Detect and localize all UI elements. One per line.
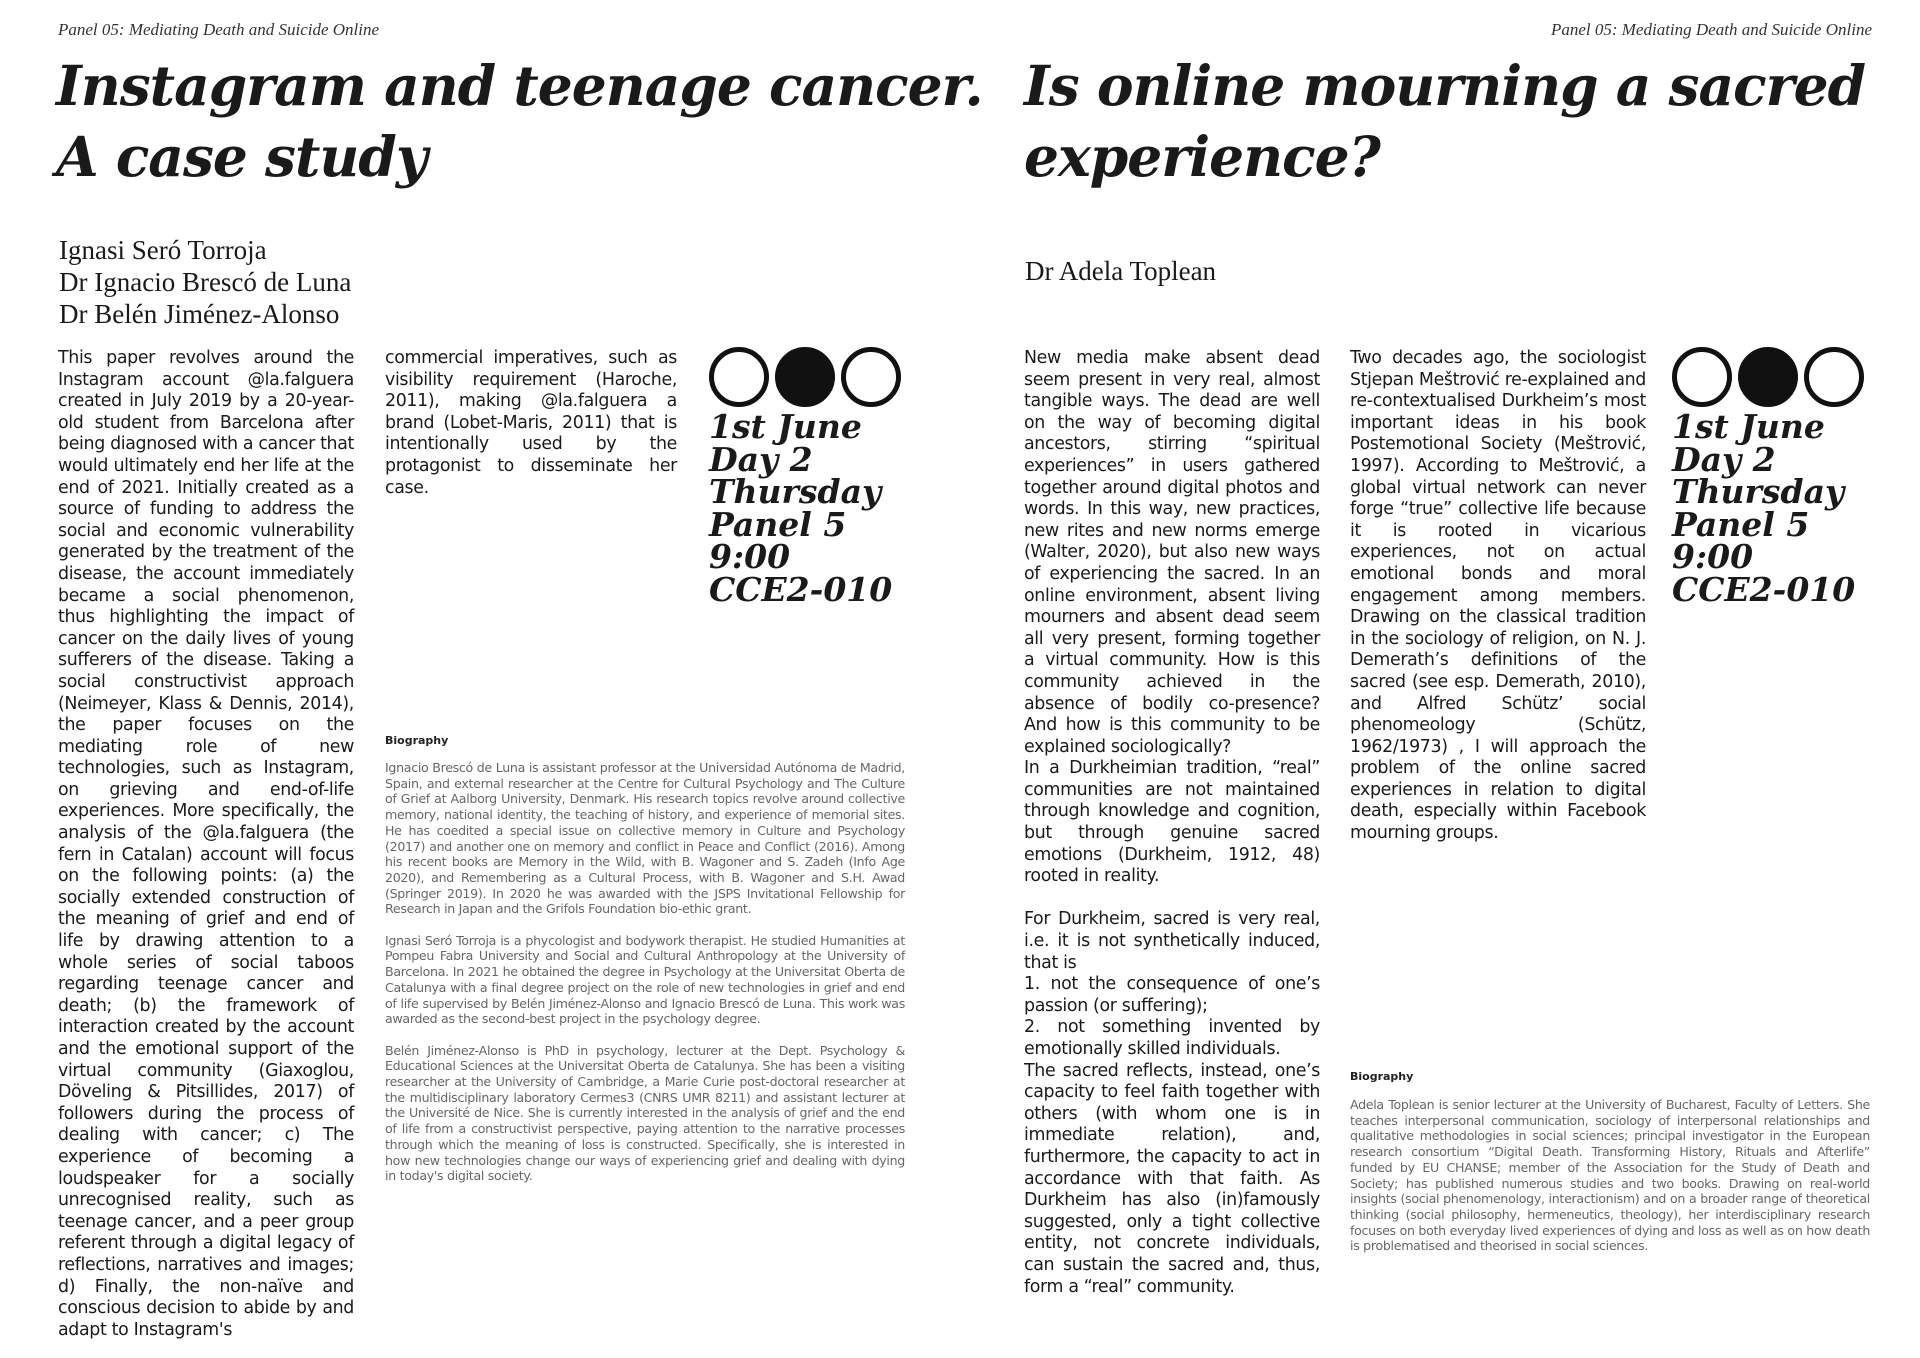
filled-circle-icon [775,347,835,407]
abstract-paragraph: In a Durkheimian tradition, “real” communities are not maintained through knowledge and cognition, but through genuine sacred emotions (Durkheim, 1912, 48) rooted in reality. [1024,758,1320,887]
circle-marks [1672,347,1864,409]
schedule-time: 9:00 [709,537,791,576]
session-schedule [1672,347,1864,609]
title-line: Is online mourning a sacred [1024,53,1866,118]
author-name: Ignasi Seró Torroja [59,235,267,265]
paper-title [56,50,983,192]
biography-paragraph: Ignasi Seró Torroja is a phycologist and bodywork therapist. He studied Humanities at Pompeu Fabra University and Social and Cultural Anthropology at the University of Barcelona. In 2021 he obtained the degree in Psychology at the Universitat Oberta de Catalunya with a final degree project on the role of new technologies in grief and end of life supervised by Belén Jiménez-Alonso and Ignacio Brescó de Luna. This work was awarded as the second-best project in the psychology degree. [385,932,905,1027]
abstract-column-2 [385,348,677,499]
running-head: Panel 05: Mediating Death and Suicide Online [1550,20,1872,39]
schedule-date: 1st June [709,407,862,446]
biography-text [1350,1097,1870,1270]
schedule-day: Day 2 [709,439,813,479]
schedule-weekday: Thursday [1672,472,1845,511]
abstract-column-2 [1350,348,1646,845]
circle-marks [709,347,901,409]
schedule-room: CCE2-010 [1672,569,1856,609]
biography-heading: Biography [385,734,449,747]
abstract-column-1 [1024,348,1320,1298]
author-list [59,234,351,330]
biography-paragraph: Adela Toplean is senior lecturer at the University of Bucharest, Faculty of Letters. She teaches interpersonal communication, sociology of interpersonal relationships and qualitative methodologies in social sciences; principal investigator in the European research consortium “Digital Death. Transforming History, Rituals and Afterlife” funded by EU CHANSE; member of the Association for the Study of Death and Society; has published numerous studies and two books. Drawing on real-world insights (social phenomenology, interactionism) and on a broader range of theoretical thinking (social philosophy, hermeneutics, theology), her interdisciplinary research focuses on both everyday lived experiences of dying and loss as well as on how death is problematised and theorised in social sciences. [1350,1097,1870,1254]
abstract-column-1 [58,348,354,1341]
session-schedule [709,347,901,609]
open-circle-icon [1672,347,1732,407]
abstract-text: This paper revolves around the Instagram account @la.falguera created in July 2019 by a 20-year-old student from Barcelona after being diagnosed with a cancer that would ultimately end her life at the end of 2021. Initially created as a source of funding to address the social and economic vulnerability generated by the treatment of the disease, the account immediately became a social phenomenon, thus highlighting the impact of cancer on the daily lives of young sufferers of the disease. Taking a social constructivist approach (Neimeyer, Klass & Dennis, 2014), the paper focuses on the mediating role of new technologies, such as Instagram, on grieving and end-of-life experiences. More specifically, the analysis of the @la.falguera (the fern in Catalan) account will focus on the following points: (a) the socially extended construction of the meaning of grief and end of life by drawing attention to a whole series of social taboos regarding teenage cancer and death; (b) the framework of interaction created by the account and the emotional support of the virtual community (Giaxoglou, Döveling & Pitsillides, 2017) of followers during the process of dealing with cancer; c) The experience of becoming a loudspeaker for a socially unrecognised reality, such as teenage cancer, and a peer group referent through a digital legacy of reflections, narratives and images; d) Finally, the non-naïve and conscious decision to abide by and adapt to Instagram's [58,348,354,1340]
schedule-details [709,407,901,609]
title-line: experience? [1024,124,1380,189]
author-name: Dr Adela Toplean [1025,256,1217,286]
paragraph-gap [1024,888,1320,910]
paper-title [1024,50,1884,192]
author-name: Dr Belén Jiménez-Alonso [59,299,340,329]
open-circle-icon [841,347,901,407]
open-circle-icon [1804,347,1864,407]
abstract-list-item: 1. not the consequence of one’s passion (or suffering); [1024,974,1320,1016]
abstract-text: Two decades ago, the sociologist Stjepan Meštrović re-explained and re-contextualised Durkheim’s most important ideas in his book Postemotional Society (Meštrović, 1997). According to Meštrović, a global virtual network can never forge “true” collective life because it is rooted in vicarious experiences, not on actual emotional bonds and moral engagement among members. Drawing on the classical tradition in the sociology of religion, on N. J. Demerath’s definitions of the sacred (see esp. Demerath, 2010), and Alfred Schütz’ social phenomeology (Schütz, 1962/1973) , I will approach the problem of the online sacred experiences in relation to digital death, especially within Facebook mourning groups. [1350,348,1646,844]
filled-circle-icon [1738,347,1798,407]
biography-paragraph: Belén Jiménez-Alonso is PhD in psychology, lecturer at the Dept. Psychology & Educational Sciences at the Universitat Oberta de Catalunya. She has been a visiting researcher at the University of Cambridge, a Marie Curie post-doctoral researcher at the multidisciplinary laboratory Cermes3 (CNRS UMR 8211) and assistant lecturer at the Université de Nice. She is currently interested in the analysis of grief and the end of life from a constructivist perspective, paying attention to the narrative processes through which the meaning of loss is constructed. Specifically, she is interested in how new technologies change our ways of experiencing grief and dealing with dying in today's digital society. [385,1042,905,1184]
author-list [1025,255,1216,287]
abstract-paragraph: New media make absent dead seem present in very real, almost tangible ways. The dead are well on the way of becoming digital ancestors, stirring “spiritual experiences” in users gathered together around digital photos and words. In this way, new practices, new rites and new norms emerge (Walter, 2020), but also new ways of experiencing the sacred. In an online environment, absent living mourners and absent dead seem all very present, forming together a virtual community. How is this community achieved in the absence of bodily co-presence? And how is this community to be explained sociologically? [1024,348,1320,757]
biography-paragraph: Ignacio Brescó de Luna is assistant professor at the Universidad Autónoma de Madrid, Spain, and external researcher at the Centre for Cultural Psychology and The Culture of Grief at Aalborg University, Denmark. His research topics revolve around collective memory, national identity, the teaching of history, and experience of memorial sites. He has coedited a special issue on collective memory in Culture and Psychology (2017) and another one on memory and conflict in Peace and Conflict (2016). Among his recent books are Memory in the Wild, with B. Wagoner and S. Zadeh (Info Age 2020), and Remembering as a Cultural Process, with B. Wagoner and S.H. Awad (Springer 2019). In 2020 he was awarded with the JSPS Invitational Fellowship for Research in Japan and the Grifols Foundation bio-ethic grant. [385,760,905,917]
title-line: Instagram and teenage cancer. [56,53,983,118]
abstract-text: commercial imperatives, such as visibility requirement (Haroche, 2011), making @la.falguera a brand (Lobet-Maris, 2011) that is intentionally used by the protagonist to disseminate her case. [385,348,677,498]
schedule-time: 9:00 [1672,537,1754,576]
schedule-weekday: Thursday [709,472,882,511]
schedule-day: Day 2 [1672,439,1776,479]
schedule-room: CCE2-010 [709,569,893,609]
biography-heading: Biography [1350,1070,1414,1083]
abstract-paragraph: The sacred reflects, instead, one’s capacity to feel faith together with others (with whom one is in immediate relation), and, furthermore, the capacity to act in accordance with that faith. As Durkheim has also (in)famously suggested, only a tight collective entity, not concrete individuals, can sustain the sacred and, thus, form a “real” community. [1024,1060,1320,1297]
author-name: Dr Ignacio Brescó de Luna [59,267,352,297]
right-page [960,0,1920,1358]
schedule-details [1672,407,1864,609]
abstract-paragraph: For Durkheim, sacred is very real, i.e. it is not synthetically induced, that is [1024,909,1320,973]
open-circle-icon [709,347,769,407]
biography-text [385,760,905,1200]
schedule-panel: Panel 5 [1672,504,1810,544]
abstract-list-item: 2. not something invented by emotionally skilled individuals. [1024,1017,1320,1059]
title-line: A case study [56,124,427,189]
schedule-panel: Panel 5 [709,504,847,544]
schedule-date: 1st June [1672,407,1825,446]
running-head: Panel 05: Mediating Death and Suicide Online [58,20,380,39]
